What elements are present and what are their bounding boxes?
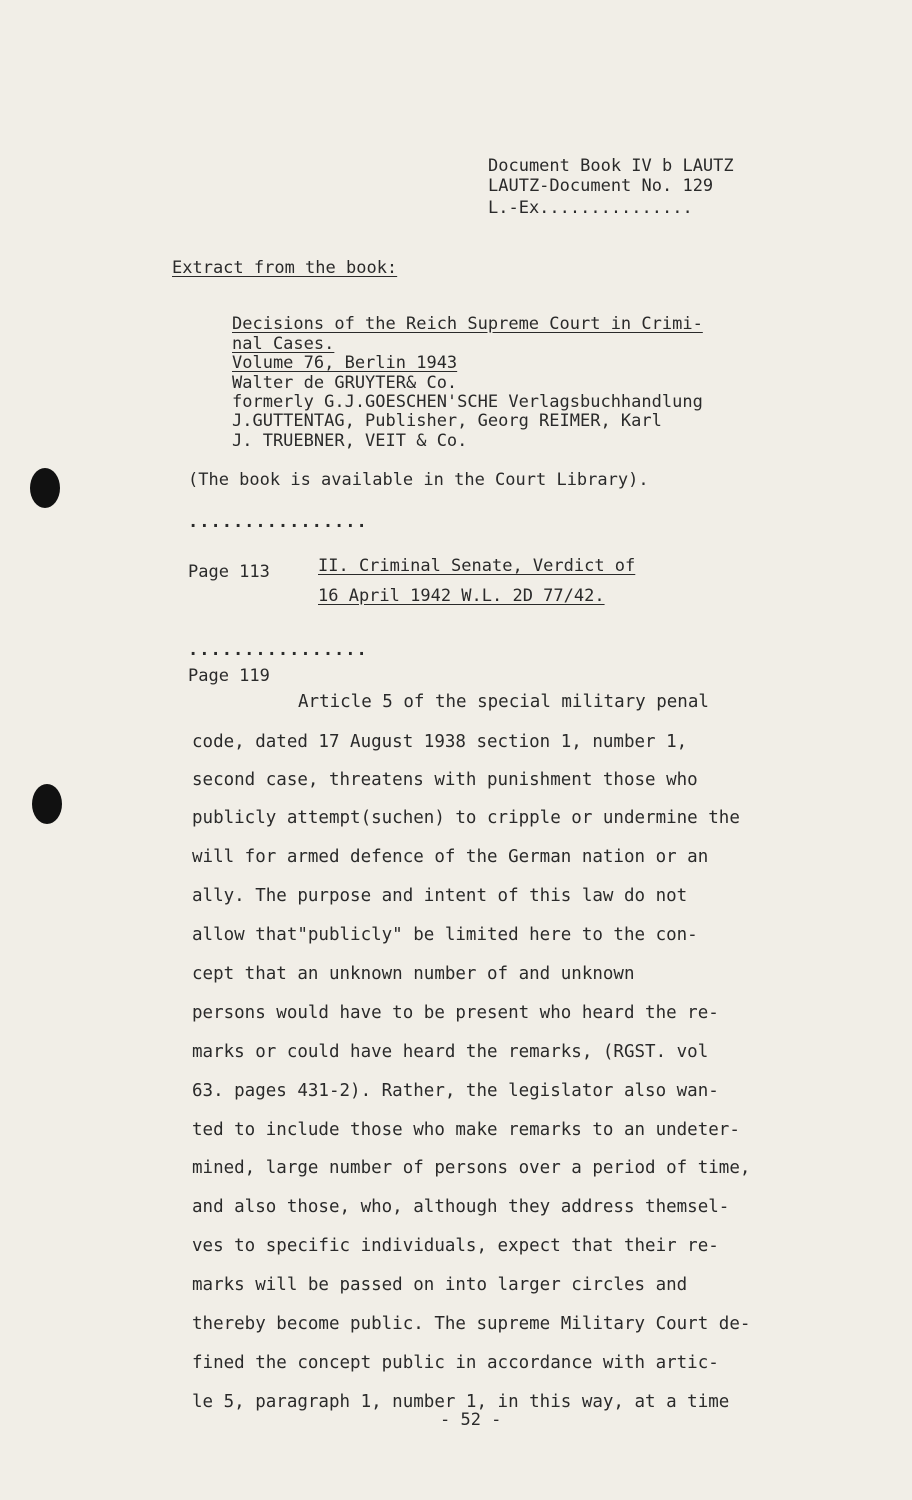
citation-line: formerly G.J.GOESCHEN'SCHE Verlagsbuchhandlung [232, 392, 703, 412]
body-line: mined, large number of persons over a period of time, [192, 1158, 751, 1178]
citation-line: nal Cases. [232, 334, 335, 354]
body-line: 63. pages 431-2). Rather, the legislator also wan- [192, 1081, 719, 1101]
citation-line: Decisions of the Reich Supreme Court in Crimi- [232, 314, 703, 334]
body-line: and also those, who, although they address themsel- [192, 1197, 730, 1217]
extract-heading: Extract from the book: [172, 258, 398, 278]
body-line: thereby become public. The supreme Military Court de- [192, 1314, 751, 1334]
body-line: ves to specific individuals, expect that their re- [192, 1236, 719, 1256]
page-reference: Page 119 [188, 666, 270, 686]
body-line: fined the concept public in accordance with artic- [192, 1353, 719, 1373]
body-line: code, dated 17 August 1938 section 1, number 1, [192, 732, 688, 752]
exhibit-number: L.-Ex............... [488, 198, 693, 218]
punch-hole-bottom [32, 784, 62, 824]
citation-line: J. TRUEBNER, VEIT & Co. [232, 431, 468, 451]
page-reference: Page 113 [188, 562, 270, 582]
body-line: le 5, paragraph 1, number 1, in this way, at a time [192, 1392, 730, 1412]
body-line: marks or could have heard the remarks, (RGST. vol [192, 1042, 709, 1062]
citation-line: Walter de GRUYTER& Co. [232, 373, 458, 393]
body-line: Article 5 of the special military penal [298, 692, 709, 712]
body-line: ted to include those who make remarks to an undeter- [192, 1120, 740, 1140]
verdict-heading: II. Criminal Senate, Verdict of [318, 556, 636, 576]
citation-line: Volume 76, Berlin 1943 [232, 353, 458, 373]
page-number: - 52 - [440, 1410, 502, 1430]
body-line: marks will be passed on into larger circles and [192, 1275, 688, 1295]
dotted-separator: ................ [188, 512, 368, 532]
doc-book-reference: Document Book IV b LAUTZ [488, 156, 734, 176]
verdict-reference: 16 April 1942 W.L. 2D 77/42. [318, 586, 605, 606]
body-line: ally. The purpose and intent of this law do not [192, 886, 688, 906]
availability-note: (The book is available in the Court Library). [188, 470, 649, 490]
doc-number: LAUTZ-Document No. 129 [488, 176, 714, 196]
body-line: will for armed defence of the German nation or an [192, 847, 709, 867]
punch-hole-top [30, 468, 60, 508]
dotted-separator: ................ [188, 640, 368, 660]
body-line: cept that an unknown number of and unknown [192, 964, 635, 984]
body-line: allow that"publicly" be limited here to the con- [192, 925, 698, 945]
body-line: second case, threatens with punishment those who [192, 770, 698, 790]
body-line: publicly attempt(suchen) to cripple or undermine the [192, 808, 740, 828]
body-line: persons would have to be present who heard the re- [192, 1003, 719, 1023]
citation-line: J.GUTTENTAG, Publisher, Georg REIMER, Karl [232, 411, 662, 431]
